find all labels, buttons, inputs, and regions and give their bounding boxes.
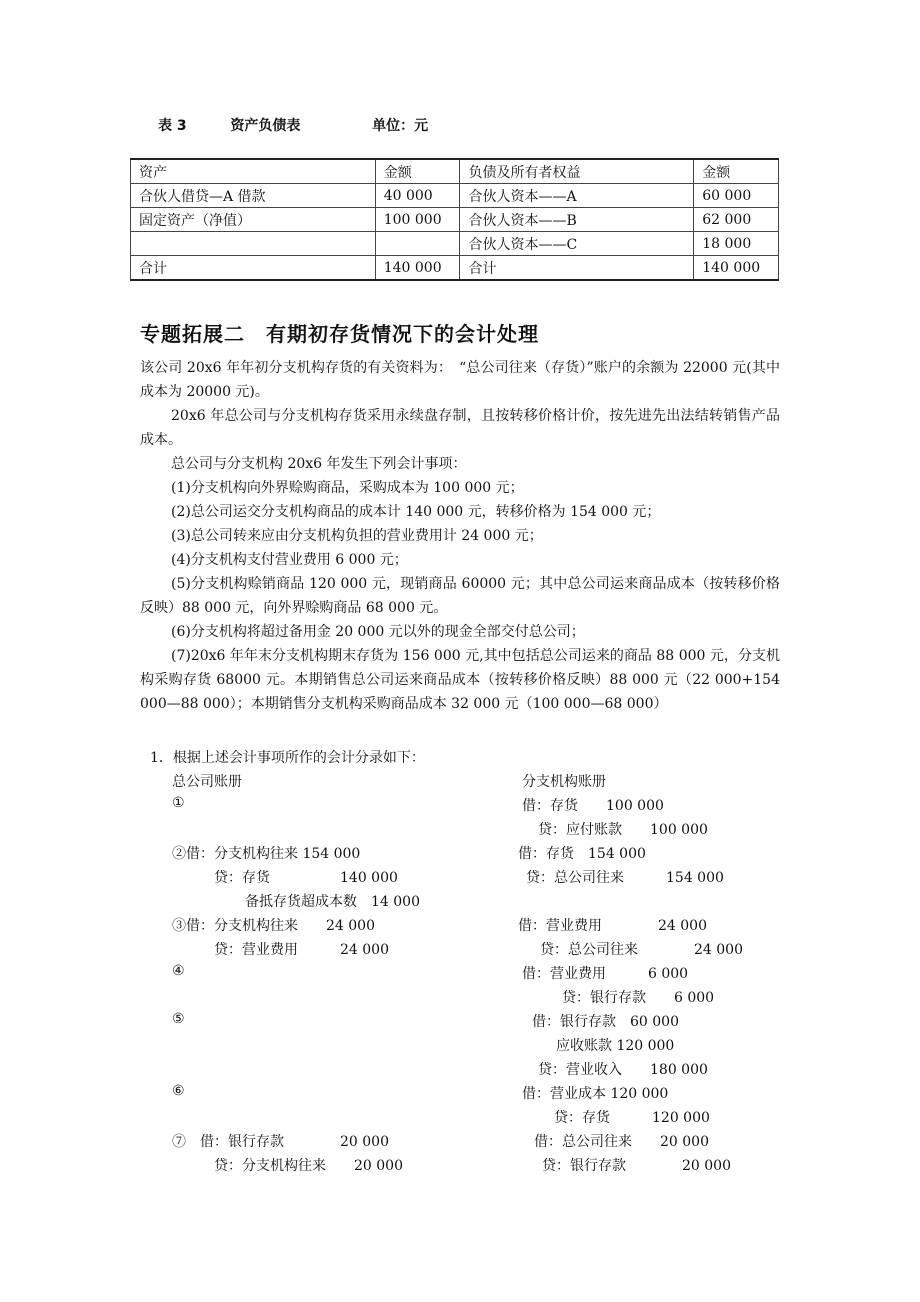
entry-marker: ⑥ bbox=[172, 1083, 185, 1099]
table-cell: 合伙人资本——B bbox=[460, 208, 694, 232]
table-cell bbox=[375, 232, 460, 256]
table-cell bbox=[131, 232, 376, 256]
journal-line: 贷：存货 120 000 bbox=[554, 1110, 710, 1126]
table-unit: 单位：元 bbox=[372, 118, 429, 134]
journal-line: 借：银行存款 60 000 bbox=[532, 1014, 679, 1030]
table-cell: 固定资产（净值） bbox=[131, 208, 376, 232]
journal-line: 贷：存货 140 000 bbox=[214, 870, 398, 886]
entry-marker: ④ bbox=[172, 963, 185, 979]
table-header-row bbox=[131, 159, 779, 184]
header-cell: 负债及所有者权益 bbox=[460, 159, 694, 184]
table-cell: 18 000 bbox=[694, 232, 779, 256]
paragraph: (7)20x6 年年末分支机构期末存货为 156 000 元,其中包括总公司运来的商品 88 000 元，分支机构采购存货 68000 元。本期销售总公司运来商品成本（按转移价格反映）88 000 元（22 000+154 000—88 000）；本期销售分支机构采购商品成本 32 000 元（100 000—68 000） bbox=[140, 648, 780, 712]
paragraph: (6)分支机构将超过备用金 20 000 元以外的现金全部交付总公司； bbox=[171, 624, 585, 640]
header-cell: 金额 bbox=[375, 159, 460, 184]
table-cell: 100 000 bbox=[375, 208, 460, 232]
table-caption bbox=[158, 115, 428, 135]
journal-line: 借：营业费用 6 000 bbox=[522, 966, 689, 982]
hq-ledger-header: 总公司账册 bbox=[172, 774, 242, 790]
journal-line: 借：存货 100 000 bbox=[522, 798, 664, 814]
table-cell: 合计 bbox=[131, 256, 376, 281]
journal-line: 应收账款 120 000 bbox=[556, 1038, 675, 1054]
paragraph: (5)分支机构赊销商品 120 000 元，现销商品 60000 元；其中总公司运来商品成本（按转移价格反映）88 000 元，向外界赊购商品 68 000 元。 bbox=[140, 576, 780, 616]
table-number: 表 3 bbox=[158, 118, 187, 134]
journal-line: 贷：银行存款 6 000 bbox=[562, 990, 715, 1006]
journal-line: 借：营业费用 24 000 bbox=[518, 918, 707, 934]
table-row bbox=[131, 208, 779, 232]
journal-line: 贷：总公司往来 24 000 bbox=[540, 942, 743, 958]
table-row bbox=[131, 184, 779, 208]
journal-line: ③借：分支机构往来 24 000 bbox=[172, 918, 375, 934]
journal-line: 贷：银行存款 20 000 bbox=[542, 1158, 731, 1174]
table-cell: 合伙人资本——C bbox=[460, 232, 694, 256]
section-heading: 专题拓展二 有期初存货情况下的会计处理 bbox=[140, 322, 539, 346]
journal-line: 贷：总公司往来 154 000 bbox=[526, 870, 724, 886]
table-cell: 140 000 bbox=[375, 256, 460, 281]
journal-line: ⑦ 借：银行存款 20 000 bbox=[172, 1134, 389, 1150]
header-cell: 资产 bbox=[131, 159, 376, 184]
paragraph: (2)总公司运交分支机构商品的成本计 140 000 元，转移价格为 154 000 元； bbox=[171, 504, 661, 520]
journal-line: 贷：分支机构往来 20 000 bbox=[214, 1158, 403, 1174]
table-title: 资产负债表 bbox=[230, 118, 301, 134]
table-cell: 40 000 bbox=[375, 184, 460, 208]
journal-line: ②借：分支机构往来 154 000 bbox=[172, 846, 361, 862]
table-cell: 合计 bbox=[460, 256, 694, 281]
journal-line: 借：营业成本 120 000 bbox=[522, 1086, 669, 1102]
paragraph: 20x6 年总公司与分支机构存货采用永续盘存制，且按转移价格计价，按先进先出法结转销售产品成本。 bbox=[140, 408, 780, 448]
journal-line: 备抵存货超成本数 14 000 bbox=[245, 894, 420, 910]
entries-intro: 1．根据上述会计事项所作的会计分录如下： bbox=[150, 750, 425, 766]
paragraph: (1)分支机构向外界赊购商品，采购成本为 100 000 元； bbox=[171, 480, 524, 496]
journal-line: 借：存货 154 000 bbox=[518, 846, 646, 862]
balance-sheet-table bbox=[130, 158, 779, 281]
paragraph: (4)分支机构支付营业费用 6 000 元； bbox=[171, 552, 408, 568]
table-cell: 62 000 bbox=[694, 208, 779, 232]
table-cell: 140 000 bbox=[694, 256, 779, 281]
table-cell: 60 000 bbox=[694, 184, 779, 208]
entry-marker: ⑤ bbox=[172, 1011, 185, 1027]
journal-line: 借：总公司往来 20 000 bbox=[534, 1134, 709, 1150]
paragraph: 该公司 20x6 年年初分支机构存货的有关资料为： “总公司往来（存货）”账户的余额为 22000 元(其中成本为 20000 元)。 bbox=[140, 360, 780, 400]
table-row bbox=[131, 232, 779, 256]
journal-line: 贷：营业收入 180 000 bbox=[538, 1062, 708, 1078]
header-cell: 金额 bbox=[694, 159, 779, 184]
paragraph: (3)总公司转来应由分支机构负担的营业费用计 24 000 元； bbox=[171, 528, 543, 544]
table-cell: 合伙人资本——A bbox=[460, 184, 694, 208]
journal-line: 贷：应付账款 100 000 bbox=[538, 822, 708, 838]
paragraph: 总公司与分支机构 20x6 年发生下列会计事项： bbox=[171, 456, 467, 472]
table-total-row bbox=[131, 256, 779, 281]
table-cell: 合伙人借贷—A 借款 bbox=[131, 184, 376, 208]
journal-line: 贷：营业费用 24 000 bbox=[214, 942, 389, 958]
branch-ledger-header: 分支机构账册 bbox=[522, 774, 606, 790]
entry-marker: ① bbox=[172, 795, 185, 811]
